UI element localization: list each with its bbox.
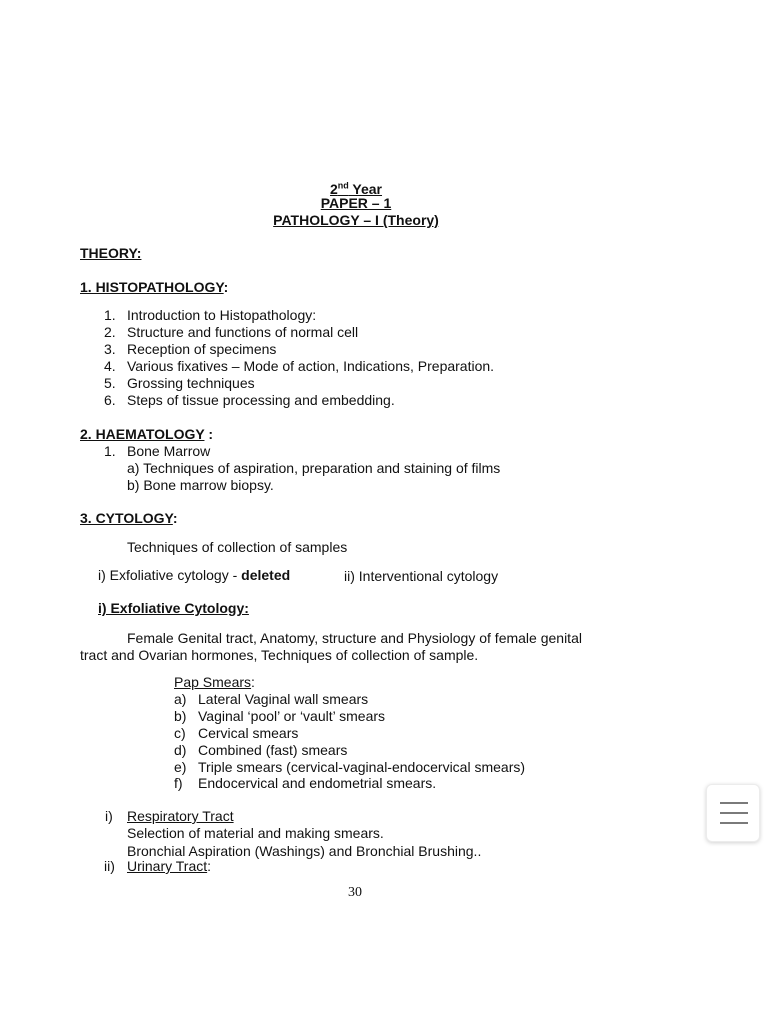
list-item: Reception of specimens	[127, 341, 277, 357]
urinary-tract-heading: Urinary Tract:	[127, 858, 212, 874]
list-item: Triple smears (cervical-vaginal-endocervical smears)	[198, 759, 526, 775]
list-item-num: 3.	[104, 341, 116, 357]
list-item-num: f)	[174, 775, 183, 791]
list-item-num: c)	[174, 725, 186, 741]
exfoliative-cytology-heading: i) Exfoliative Cytology:	[98, 600, 249, 616]
list-item-num: ii)	[104, 858, 115, 874]
list-item: Cervical smears	[198, 725, 299, 741]
exfoliative-line: i) Exfoliative cytology - deleted	[98, 567, 291, 583]
list-item-num: e)	[174, 759, 187, 775]
sub-item: b) Bone marrow biopsy.	[127, 477, 274, 493]
pap-smears-heading: Pap Smears:	[174, 674, 255, 690]
list-item: Lateral Vaginal wall smears	[198, 691, 369, 707]
list-item: Various fixatives – Mode of action, Indications, Preparation.	[127, 358, 495, 374]
menu-button[interactable]	[706, 784, 760, 842]
cytology-heading: 3. CYTOLOGY:	[80, 510, 178, 526]
list-item: Grossing techniques	[127, 375, 255, 391]
respiratory-tract-heading: Respiratory Tract	[127, 808, 234, 824]
respiratory-line: Bronchial Aspiration (Washings) and Bronchial Brushing..	[127, 843, 482, 859]
list-item: Bone Marrow	[127, 443, 211, 459]
paragraph-line: Female Genital tract, Anatomy, structure and Physiology of female genital	[127, 630, 582, 646]
sub-item: a) Techniques of aspiration, preparation and staining of films	[127, 460, 501, 476]
respiratory-line: Selection of material and making smears.	[127, 825, 384, 841]
list-item: Endocervical and endometrial smears.	[198, 775, 437, 791]
deleted-label: deleted	[241, 567, 291, 583]
list-item-num: 4.	[104, 358, 116, 374]
list-item: Structure and functions of normal cell	[127, 324, 359, 340]
interventional-text: ii) Interventional cytology	[344, 568, 499, 584]
list-item-num: 1.	[104, 443, 116, 459]
list-item-num: 5.	[104, 375, 116, 391]
list-item: Introduction to Histopathology:	[127, 307, 317, 323]
list-item: Steps of tissue processing and embedding.	[127, 392, 395, 408]
subject-heading: PATHOLOGY – I (Theory)	[273, 212, 439, 228]
list-item-num: d)	[174, 742, 187, 758]
histopathology-heading: 1. HISTOPATHOLOGY:	[80, 279, 229, 295]
paper-heading: PAPER – 1	[320, 195, 392, 211]
list-item-num: 2.	[104, 324, 116, 340]
paragraph-line: tract and Ovarian hormones, Techniques of collection of sample.	[80, 647, 479, 663]
year-heading: 2nd Year	[329, 180, 383, 197]
list-item-num: a)	[174, 691, 187, 707]
list-item: Vaginal ‘pool’ or ‘vault’ smears	[198, 708, 386, 724]
page-number: 30	[348, 885, 362, 900]
techniques-text: Techniques of collection of samples	[127, 539, 348, 555]
haematology-heading: 2. HAEMATOLOGY :	[80, 426, 214, 442]
list-item: Combined (fast) smears	[198, 742, 348, 758]
list-item-num: 6.	[104, 392, 116, 408]
list-item-num: b)	[174, 708, 187, 724]
list-item-num: 1.	[104, 307, 116, 323]
theory-heading: THEORY:	[80, 245, 142, 261]
list-item-num: i)	[105, 808, 113, 824]
